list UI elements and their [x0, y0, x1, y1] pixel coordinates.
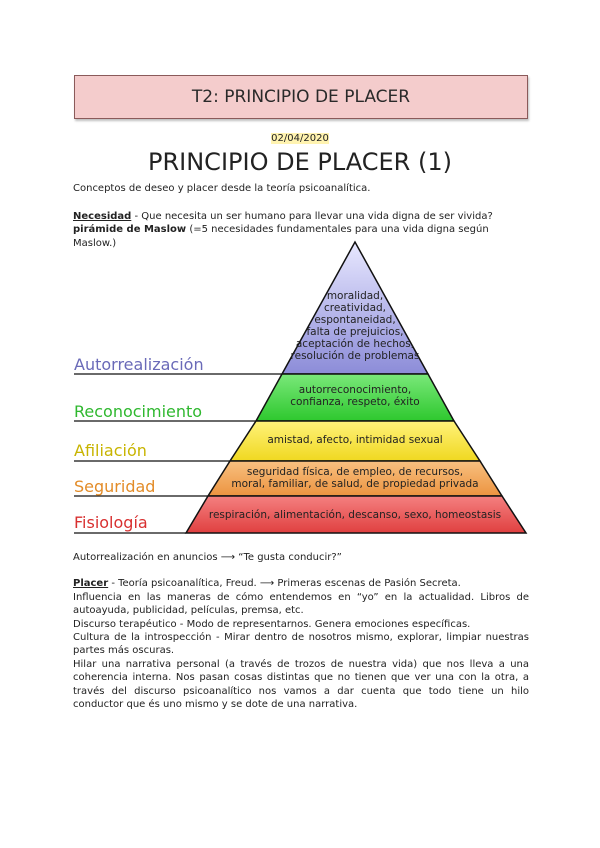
date-highlight: 02/04/2020 [271, 133, 329, 144]
level-text-autorrealizacion [280, 290, 430, 362]
level-text-line: moralidad, [326, 290, 384, 302]
level-text-fisiologia [195, 509, 515, 521]
page-title: PRINCIPIO DE PLACER (1) [148, 148, 452, 176]
level-label-afiliacion: Afiliación [74, 441, 147, 460]
intro-text: Conceptos de deseo y placer desde la teoría psicoanalítica. [73, 183, 371, 194]
level-text-line: resolución de problemas [290, 350, 420, 362]
level-text-line: aceptación de hechos, [295, 338, 415, 350]
level-text-line: seguridad física, de empleo, de recursos, [246, 466, 464, 478]
level-label-seguridad: Seguridad [74, 477, 156, 496]
necesidad-text: - Que necesita un ser humano para llevar una vida digna de ser vivida? [131, 211, 493, 222]
necesidad-after: (=5 necesidades fundamentales para una vida digna según Maslow.) [73, 224, 489, 249]
level-text-afiliacion [240, 434, 470, 446]
level-text-line: moral, familiar, de salud, de propiedad privada [231, 478, 479, 490]
level-text-line: respiración, alimentación, descanso, sexo, homeostasis [208, 509, 502, 521]
anuncios-text: Autorrealización en anuncios ⟶ “Te gusta conducir?” [73, 552, 342, 563]
level-text-line: amistad, afecto, intimidad sexual [267, 434, 443, 446]
level-label-autorrealizacion: Autorrealización [74, 355, 204, 374]
section-header-title: T2: PRINCIPIO DE PLACER [191, 87, 411, 107]
level-text-reconocimiento [270, 384, 440, 408]
maslow-term: pirámide de Maslow [73, 224, 187, 236]
level-label-reconocimiento: Reconocimiento [74, 402, 203, 421]
level-text-line: espontaneidad, [314, 314, 396, 326]
level-text-line: autorreconocimiento, [298, 384, 412, 396]
level-text-line: creatividad, [323, 302, 387, 314]
placer-paragraph-4: Cultura de la introspección - Mirar dentro de nosotros mismo, explorar, limpiar nuestras partes más oscuras. [73, 632, 529, 657]
level-label-fisiologia: Fisiología [74, 513, 148, 532]
placer-paragraph-2: Influencia en las maneras de cómo entendemos en “yo” en la actualidad. Libros de autoayuda, publicidad, películas, premsa, etc. [73, 592, 529, 617]
necesidad-term: Necesidad [73, 211, 132, 222]
placer-paragraph-5: Hilar una narrativa personal (a través de trozos de nuestra vida) que nos lleva a una coherencia interna. Nos pasan cosas distintas que no tienen que ver una con la otra, a través del discurso psicoanalítico nos vamos a dar cuenta que todo tiene un hilo conductor que és uno mismo y se dote de una narrativa. [73, 659, 529, 711]
level-text-seguridad [215, 466, 495, 490]
placer-term: Placer [73, 578, 109, 589]
level-text-line: confianza, respeto, éxito [290, 396, 420, 408]
placer-line1: - Teoría psicoanalítica, Freud. ⟶ Primeras escenas de Pasión Secreta. [108, 578, 461, 589]
level-text-line: falta de prejuicios, [306, 326, 404, 338]
placer-paragraph-3: Discurso terapéutico - Modo de representarnos. Genera emociones específicas. [73, 619, 471, 630]
placer-line [73, 577, 529, 590]
